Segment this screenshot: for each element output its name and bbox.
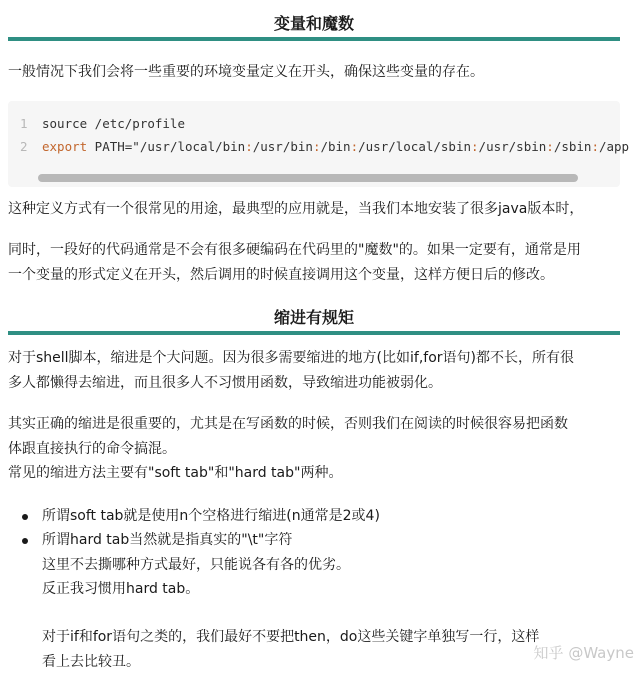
paragraph-intro: 一般情况下我们会将一些重要的环境变量定义在开头，确保这些变量的存在。: [8, 64, 484, 80]
scrollbar-thumb[interactable]: [38, 174, 578, 182]
heading-underline: [8, 37, 620, 41]
code-text: export PATH="/usr/local/bin:/usr/bin:/bin:/usr/local/sbin:/usr/sbin:/sbin:/app: [42, 139, 630, 154]
list-item-note-3-line1: 对于if和for语句之类的，我们最好不要把then，do这些关键字单独写一行，这样: [42, 629, 540, 645]
bullet-dot: [22, 514, 28, 520]
paragraph-correct-indent-1: 其实正确的缩进是很重要的，尤其是在写函数的时候，否则我们在阅读的时候很容易把函数: [8, 416, 568, 432]
list-item-note-1: 这里不去撕哪种方式最好，只能说各有各的优劣。: [42, 557, 350, 573]
zhihu-watermark: 知乎 @Wayne: [533, 644, 634, 662]
heading-underline: [8, 331, 620, 335]
paragraph-shell-indent-1: 对于shell脚本，缩进是个大问题。因为很多需要缩进的地方(比如if,for语句)都不长，所有很: [8, 350, 574, 366]
code-keyword: export: [42, 139, 88, 154]
list-item: 所谓soft tab就是使用n个空格进行缩进(n通常是2或4): [0, 504, 640, 528]
code-text: source /etc/profile: [42, 116, 185, 131]
bullet-list: [0, 504, 640, 552]
list-item-note-2: 反正我习惯用hard tab。: [42, 581, 200, 597]
paragraph-magic-numbers-2: 一个变量的形式定义在开头，然后调用的时候直接调用这个变量，这样方便日后的修改。: [8, 267, 554, 283]
line-number: 1: [20, 116, 28, 131]
horizontal-scrollbar[interactable]: [38, 174, 578, 182]
paragraph-correct-indent-2: 体跟直接执行的命令搞混。: [8, 441, 176, 457]
paragraph-usage: 这种定义方式有一个很常见的用途，最典型的应用就是，当我们本地安装了很多java版本时，: [8, 201, 584, 217]
paragraph-shell-indent-2: 多人都懒得去缩进，而且很多人不习惯用函数，导致缩进功能被弱化。: [8, 375, 442, 391]
section-heading-variables: 变量和魔数: [273, 14, 354, 33]
line-number: 2: [20, 139, 28, 154]
list-item-note-3-line2: 看上去比较丑。: [42, 654, 140, 670]
paragraph-indent-methods: 常见的缩进方法主要有"soft tab"和"hard tab"两种。: [8, 465, 343, 481]
code-block: [8, 101, 630, 187]
section-heading-indentation: 缩进有规矩: [273, 308, 354, 327]
paragraph-magic-numbers-1: 同时，一段好的代码通常是不会有很多硬编码在代码里的"魔数"的。如果一定要有，通常是用: [8, 242, 581, 258]
bullet-dot: [22, 538, 28, 544]
list-item: 所谓hard tab当然就是指真实的"\t"字符: [0, 528, 640, 552]
